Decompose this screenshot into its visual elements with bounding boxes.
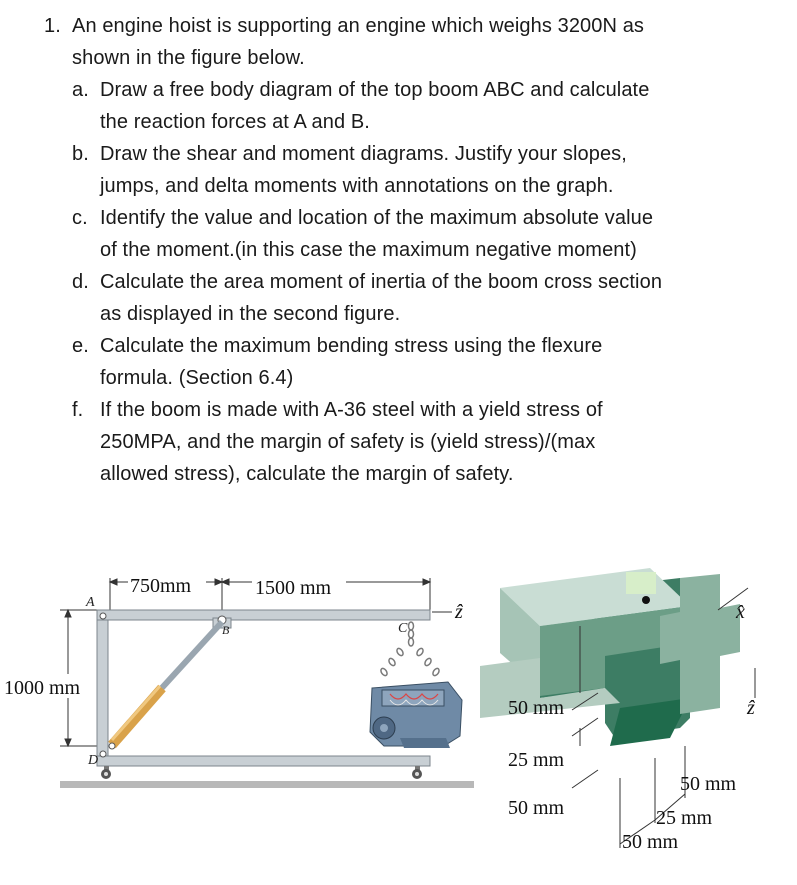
hydraulic-rod (160, 622, 222, 690)
dim-height-label: 1000 mm (4, 677, 81, 699)
engine-hoist-figure (0, 560, 480, 800)
part-f-label: f. (72, 399, 84, 421)
label-d: D (88, 753, 99, 768)
part-d-label: d. (72, 271, 89, 293)
hydraulic-cylinder (112, 688, 162, 745)
dim-ab-label: 750mm (130, 575, 192, 597)
dim-flange-thickness-label: 25 mm (508, 749, 565, 771)
engine-block (370, 682, 462, 748)
part-f-line2: 250MPA, and the margin of safety is (yield stress)/(max (100, 431, 596, 453)
label-a: A (86, 595, 95, 610)
part-b-line1: Draw the shear and moment diagrams. Justify your slopes, (100, 143, 627, 165)
part-a-line1: Draw a free body diagram of the top boom ABC and calculate (100, 79, 650, 101)
section-end-highlight (626, 572, 656, 594)
hoist-chain (380, 622, 441, 677)
part-a-line2: the reaction forces at A and B. (100, 111, 370, 133)
x-axis-label: x̂ (736, 601, 745, 623)
problem-number: 1. (44, 15, 61, 37)
part-d-line1: Calculate the area moment of inertia of the boom cross section (100, 271, 663, 293)
part-f-line3: allowed stress), calculate the margin of safety. (100, 463, 514, 485)
centroid-dot (642, 596, 650, 604)
part-e-line2: formula. (Section 6.4) (100, 367, 294, 389)
part-b-label: b. (72, 143, 89, 165)
z-axis-label-section: ẑ (747, 697, 755, 719)
pin-d (100, 751, 106, 757)
dim-right-mid-label: 25 mm (656, 807, 713, 829)
part-c-line2: of the moment.(in this case the maximum negative moment) (100, 239, 637, 261)
top-boom (97, 610, 430, 620)
label-c: C (398, 621, 408, 636)
dim-web-height-label: 50 mm (508, 697, 565, 719)
part-f-line1: If the boom is made with A-36 steel with a yield stress of (100, 399, 603, 421)
part-d-line2: as displayed in the second figure. (100, 303, 401, 325)
vertical-post (97, 612, 108, 762)
part-c-label: c. (72, 207, 88, 229)
part-c-line1: Identify the value and location of the maximum absolute value (100, 207, 654, 229)
pin-a (100, 613, 106, 619)
label-b: B (222, 623, 230, 637)
problem-intro-line1: An engine hoist is supporting an engine which weighs 3200N as (72, 15, 645, 37)
dim-bc-label: 1500 mm (255, 577, 332, 599)
problem-intro-line2: shown in the figure below. (72, 47, 305, 69)
part-b-line2: jumps, and delta moments with annotations on the graph. (100, 175, 614, 197)
part-e-label: e. (72, 335, 89, 357)
ground-line (60, 781, 474, 788)
z-axis-label: ẑ (455, 601, 463, 623)
part-a-label: a. (72, 79, 89, 101)
dim-bottom-left-label: 50 mm (508, 797, 565, 819)
wheels (101, 766, 422, 779)
part-e-line1: Calculate the maximum bending stress using the flexure (100, 335, 603, 357)
bottom-leg (97, 756, 430, 766)
boom-cross-section-figure (480, 548, 790, 868)
dim-right-bottom-label: 50 mm (622, 831, 679, 853)
dim-right-top-label: 50 mm (680, 773, 737, 795)
pin-strut-base (109, 743, 115, 749)
